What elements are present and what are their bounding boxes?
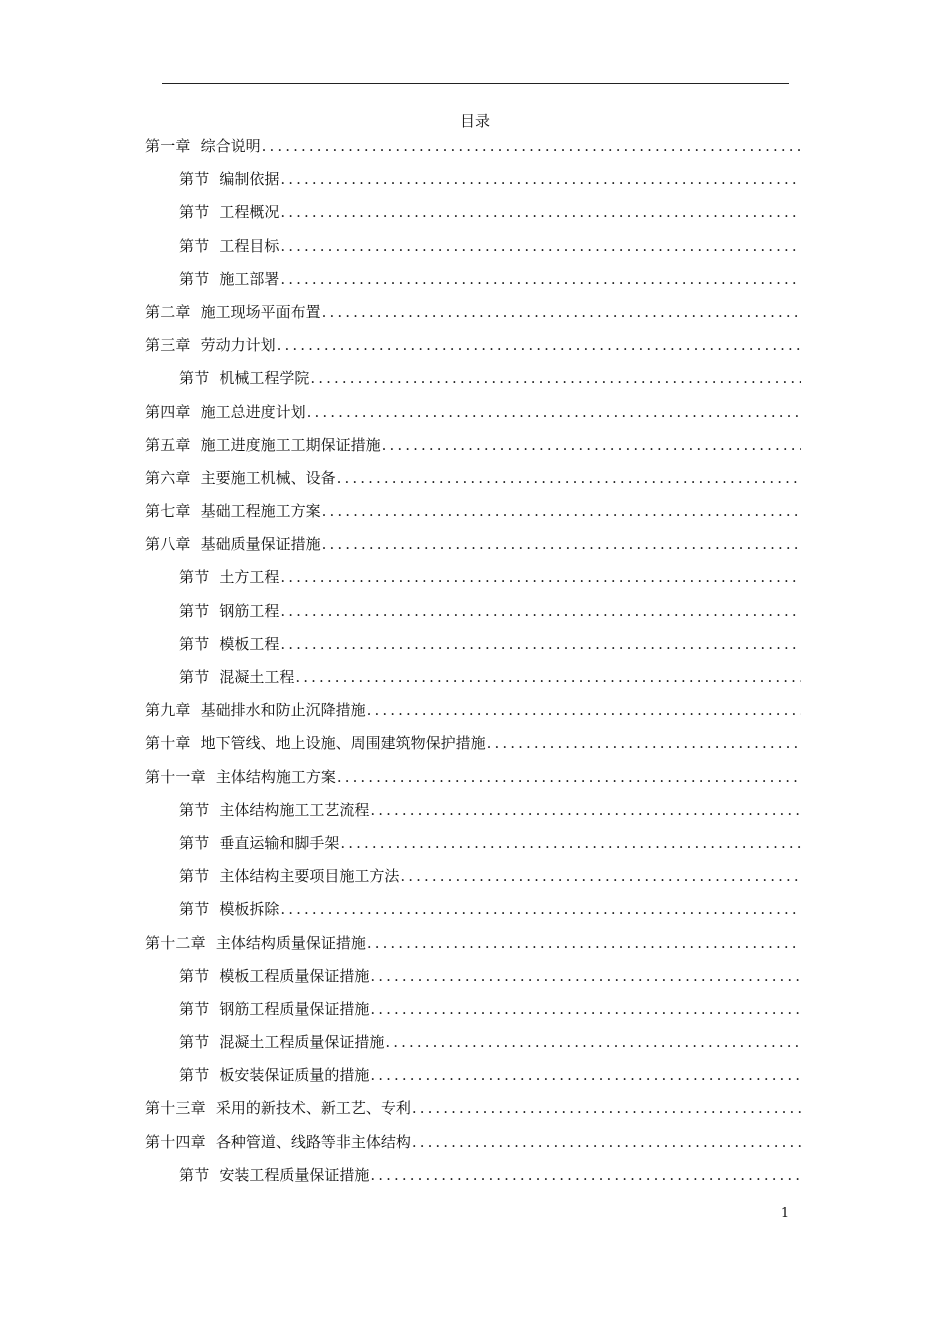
toc-dot-leader <box>307 401 801 423</box>
toc-entry-label: 第节 <box>179 800 210 819</box>
toc-entry-title: 基础工程施工方案 <box>200 502 321 521</box>
toc-dot-leader <box>370 1064 801 1086</box>
toc-section-entry[interactable] <box>145 235 801 268</box>
toc-chapter-entry[interactable] <box>145 1097 801 1130</box>
toc-entry-title: 安装工程质量保证措施 <box>219 1165 370 1184</box>
toc-section-entry[interactable] <box>145 633 801 666</box>
toc-entry-title: 施工现场平面布置 <box>200 302 321 321</box>
toc-dot-leader <box>412 1097 801 1119</box>
toc-dot-leader <box>280 168 801 190</box>
toc-entry-label: 第节 <box>179 900 210 919</box>
toc-entry-label: 第二章 <box>145 302 191 321</box>
toc-entry-title: 施工部署 <box>219 269 280 288</box>
toc-entry-label: 第节 <box>179 833 210 852</box>
toc-section-entry[interactable] <box>145 566 801 599</box>
toc-dot-leader <box>400 865 801 887</box>
header-rule <box>162 83 789 84</box>
toc-section-entry[interactable] <box>145 799 801 832</box>
toc-entry-label: 第一章 <box>145 137 191 155</box>
toc-dot-leader <box>277 334 801 356</box>
toc-entry-label: 第节 <box>179 269 210 288</box>
toc-entry-title: 编制依据 <box>219 170 280 189</box>
toc-section-entry[interactable] <box>145 201 801 234</box>
toc-entry-title: 采用的新技术、新工艺、专利 <box>215 1099 411 1118</box>
toc-section-entry[interactable] <box>145 898 801 931</box>
toc-entry-label: 第节 <box>179 867 210 886</box>
toc-chapter-entry[interactable] <box>145 434 801 467</box>
toc-dot-leader <box>322 533 801 555</box>
toc-title: 目录 <box>459 112 490 130</box>
toc-section-entry[interactable] <box>145 600 801 633</box>
toc-entry-label: 第节 <box>179 601 210 620</box>
toc-dot-leader <box>280 235 801 257</box>
toc-entry-title: 模板工程质量保证措施 <box>219 966 370 985</box>
toc-dot-leader <box>322 301 801 323</box>
toc-entry-label: 第节 <box>179 568 210 587</box>
toc-dot-leader <box>280 566 801 588</box>
toc-section-entry[interactable] <box>145 168 801 201</box>
toc-dot-leader <box>487 732 801 754</box>
toc-dot-leader <box>280 600 801 622</box>
toc-entry-label: 第七章 <box>145 502 191 521</box>
toc-chapter-entry[interactable] <box>145 334 801 367</box>
toc-entry-label: 第节 <box>179 203 210 222</box>
toc-chapter-entry[interactable] <box>145 135 801 168</box>
toc-entry-title: 主要施工机械、设备 <box>200 468 336 487</box>
toc-dot-leader <box>280 633 801 655</box>
toc-entry-label: 第四章 <box>145 402 191 421</box>
toc-section-entry[interactable] <box>145 1064 801 1097</box>
toc-chapter-entry[interactable] <box>145 467 801 500</box>
toc-entry-label: 第节 <box>179 634 210 653</box>
toc-entry-label: 第五章 <box>145 435 191 454</box>
toc-entry-title: 地下管线、地上设施、周围建筑物保护措施 <box>200 734 486 753</box>
toc-entry-label: 第十三章 <box>145 1099 206 1118</box>
toc-entry-title: 模板工程 <box>219 634 280 653</box>
toc-section-entry[interactable] <box>145 666 801 699</box>
toc-entry-label: 第六章 <box>145 468 191 487</box>
toc-dot-leader <box>385 1031 801 1053</box>
toc-section-entry[interactable] <box>145 832 801 865</box>
toc-dot-leader <box>280 898 801 920</box>
toc-entry-title: 主体结构施工方案 <box>215 767 336 786</box>
toc-entry-title: 混凝土工程 <box>219 668 295 686</box>
toc-entry-title: 土方工程 <box>219 568 280 587</box>
toc-entry-title: 施工进度施工工期保证措施 <box>200 435 381 454</box>
toc-entry-label: 第八章 <box>145 535 191 554</box>
toc-dot-leader <box>370 1164 801 1186</box>
toc-entry-title: 工程概况 <box>219 203 280 222</box>
toc-section-entry[interactable] <box>145 1164 801 1197</box>
toc-entry-title: 工程目标 <box>219 236 280 255</box>
toc-entry-title: 混凝土工程质量保证措施 <box>219 1033 385 1052</box>
toc-entry-title: 模板拆除 <box>219 900 280 919</box>
toc-section-entry[interactable] <box>145 367 801 400</box>
toc-entry-title: 板安装保证质量的措施 <box>219 1066 370 1085</box>
toc-entry-label: 第十一章 <box>145 767 206 786</box>
toc-entry-label: 第节 <box>179 170 210 189</box>
toc-entry-label: 第节 <box>179 966 210 985</box>
toc-entry-title: 机械工程学院 <box>219 369 310 388</box>
toc-dot-leader <box>337 766 801 788</box>
toc-entry-label: 第节 <box>179 668 210 686</box>
toc-section-entry[interactable] <box>145 865 801 898</box>
table-of-contents <box>145 135 801 1197</box>
toc-section-entry[interactable] <box>145 1031 801 1064</box>
toc-dot-leader <box>370 965 801 987</box>
toc-entry-label: 第节 <box>179 1033 210 1052</box>
toc-entry-label: 第节 <box>179 1165 210 1184</box>
toc-entry-title: 钢筋工程质量保证措施 <box>219 999 370 1018</box>
toc-entry-title: 综合说明 <box>200 137 261 155</box>
toc-entry-label: 第十章 <box>145 734 191 753</box>
toc-section-entry[interactable] <box>145 268 801 301</box>
toc-dot-leader <box>367 932 801 954</box>
toc-chapter-entry[interactable] <box>145 1131 801 1164</box>
toc-dot-leader <box>370 799 801 821</box>
toc-entry-title: 主体结构质量保证措施 <box>215 933 366 952</box>
toc-chapter-entry[interactable] <box>145 500 801 533</box>
toc-dot-leader <box>337 467 801 489</box>
toc-chapter-entry[interactable] <box>145 732 801 765</box>
toc-entry-title: 劳动力计划 <box>200 336 276 355</box>
toc-dot-leader <box>340 832 801 854</box>
toc-chapter-entry[interactable] <box>145 932 801 965</box>
toc-chapter-entry[interactable] <box>145 533 801 566</box>
toc-dot-leader <box>322 500 801 522</box>
toc-entry-title: 垂直运输和脚手架 <box>219 833 340 852</box>
toc-dot-leader <box>370 998 801 1020</box>
toc-entry-label: 第十二章 <box>145 933 206 952</box>
toc-entry-label: 第九章 <box>145 701 191 720</box>
toc-chapter-entry[interactable] <box>145 699 801 732</box>
toc-dot-leader <box>295 666 801 688</box>
toc-chapter-entry[interactable] <box>145 401 801 434</box>
toc-entry-title: 基础排水和防止沉降措施 <box>200 701 366 720</box>
toc-entry-title: 主体结构主要项目施工方法 <box>219 867 400 886</box>
toc-section-entry[interactable] <box>145 965 801 998</box>
toc-dot-leader <box>280 268 801 290</box>
toc-entry-label: 第三章 <box>145 336 191 355</box>
toc-entry-label: 第节 <box>179 999 210 1018</box>
toc-entry-title: 钢筋工程 <box>219 601 280 620</box>
toc-entry-title: 施工总进度计划 <box>200 402 306 421</box>
toc-entry-label: 第节 <box>179 369 210 388</box>
toc-dot-leader <box>412 1131 801 1153</box>
toc-chapter-entry[interactable] <box>145 301 801 334</box>
toc-entry-label: 第十四章 <box>145 1132 206 1151</box>
toc-entry-title: 主体结构施工工艺流程 <box>219 800 370 819</box>
toc-chapter-entry[interactable] <box>145 766 801 799</box>
toc-dot-leader <box>367 699 801 721</box>
toc-entry-label: 第节 <box>179 236 210 255</box>
page-number: 1 <box>780 1206 790 1221</box>
toc-entry-title: 各种管道、线路等非主体结构 <box>215 1132 411 1151</box>
toc-dot-leader <box>310 367 801 389</box>
toc-entry-label: 第节 <box>179 1066 210 1085</box>
toc-entry-title: 基础质量保证措施 <box>200 535 321 554</box>
toc-dot-leader <box>382 434 801 456</box>
toc-section-entry[interactable] <box>145 998 801 1031</box>
toc-dot-leader <box>280 201 801 223</box>
toc-dot-leader <box>262 135 801 157</box>
